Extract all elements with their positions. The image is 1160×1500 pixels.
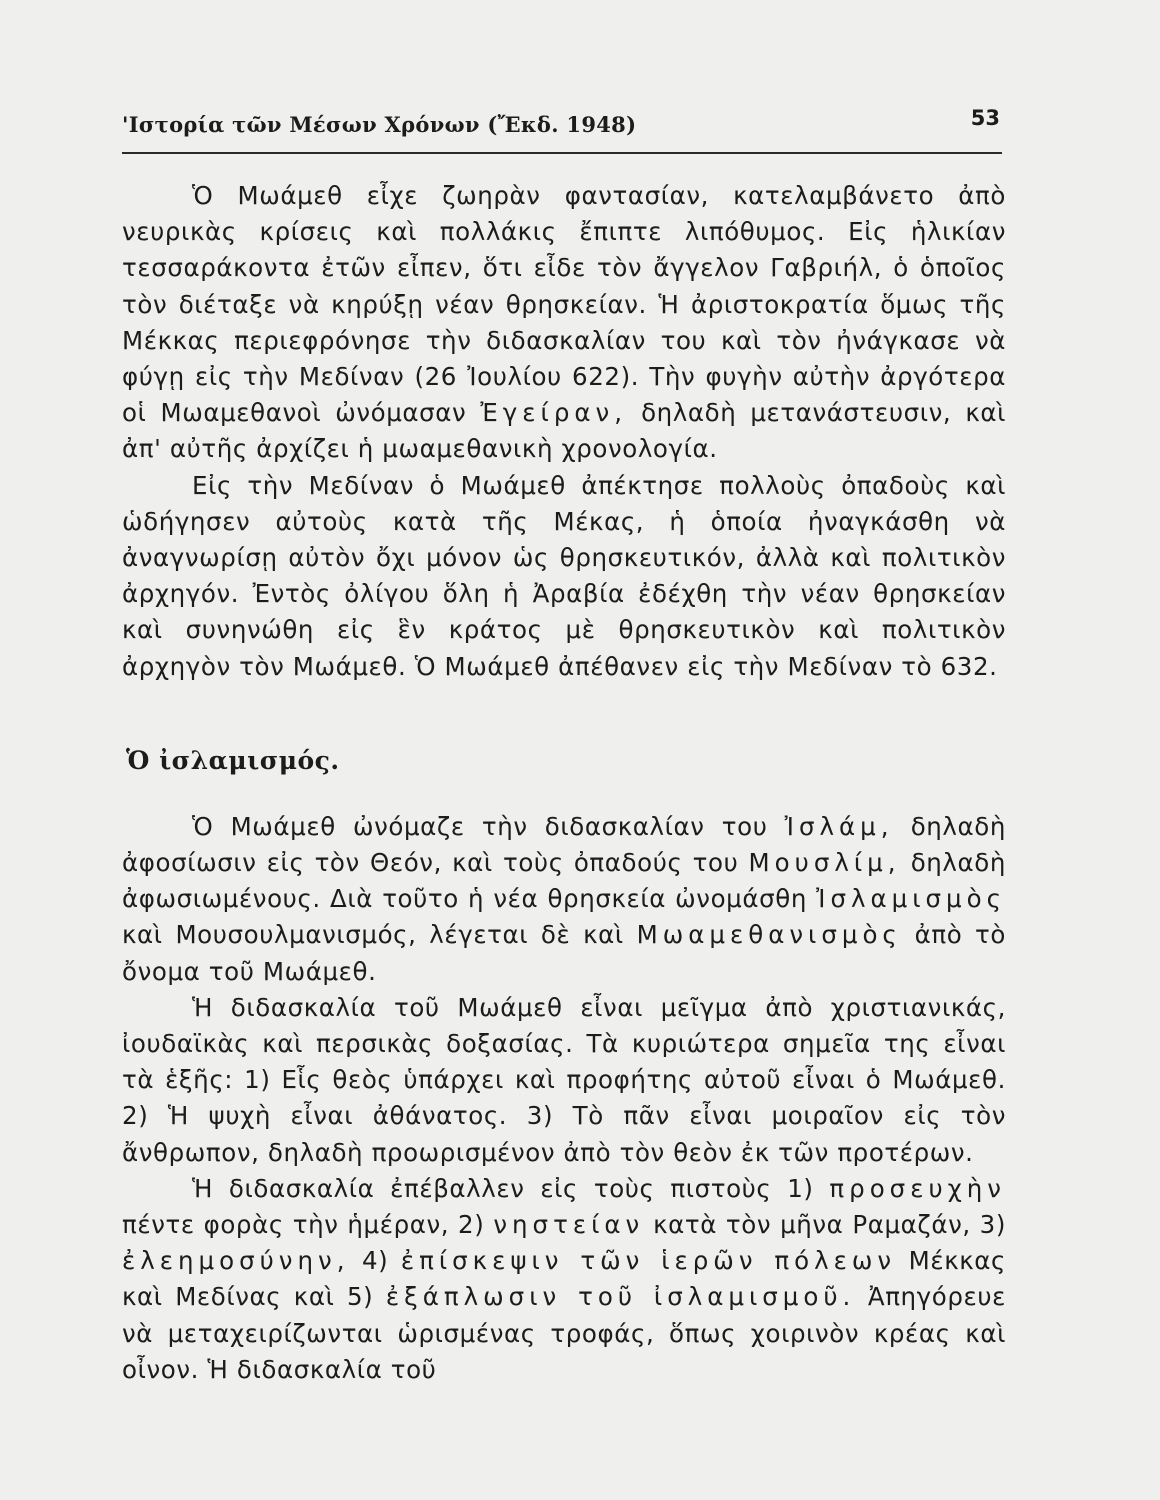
paragraph-text: Ὁ Μωάμεθ ὠνόμαζε τὴν διδασκαλίαν του <box>192 811 768 841</box>
paragraph-text: πέντε φορὰς τὴν ἡμέραν, 2) <box>122 1210 485 1240</box>
spaced-term-muslim: Μουσλίμ, <box>748 848 901 878</box>
page-number: 53 <box>970 106 1000 130</box>
paragraph-text: Ἡ διδασκαλία τοῦ Μωάμεθ εἶναι μεῖγμα ἀπὸ χριστιανικάς, ἰουδαϊκὰς καὶ περσικὰς δοξασίας. Τὰ κυριώτερα σημεῖα της εἶναι τὰ ἑξῆς: 1) Εἷς θεὸς ὑπάρχει καὶ προφήτης αὐτοῦ εἶναι ὁ Μωάμεθ. 2) Ἡ ψυχὴ εἶναι ἀθάνατος. 3) Τὸ πᾶν εἶναι μοιραῖον εἰς τὸν ἄνθρωπον, δηλαδὴ προωρισμένον ἀπὸ τὸν θεὸν ἐκ τῶν προτέρων. <box>122 992 1006 1167</box>
spaced-term-visit: ἐπίσκεψιν τῶν ἱερῶν πόλεων <box>400 1246 897 1276</box>
paragraph-text: δηλαδὴ ἀφωσιωμένους. Διὰ τοῦτο ἡ νέα θρησκεία ὠνομάσθη <box>122 848 1006 914</box>
paragraph-text: δηλαδὴ μετανάστευσιν, καὶ ἀπ' αὐτῆς ἀρχίζει ἡ μωαμεθανικὴ χρονολογία. <box>122 398 1007 464</box>
heading-spacer <box>122 779 1006 809</box>
spaced-term-spread: ἐξάπλωσιν τοῦ ἰσλαμισμοῦ. <box>385 1282 856 1312</box>
paragraph-text: ἀπὸ τὸ ὄνομα τοῦ Μωάμεθ. <box>122 920 1006 986</box>
paragraph-text: Ἡ διδασκαλία ἐπέβαλλεν εἰς τοὺς πιστοὺς 1) <box>192 1173 814 1203</box>
spaced-term-alms: ἐλεημοσύνην, <box>122 1246 350 1276</box>
paragraph-text: δηλαδὴ ἀφοσίωσιν εἰς τὸν Θεόν, καὶ τοὺς ὀπαδούς του <box>122 811 1006 878</box>
spaced-term-hegira: Ἐγείραν, <box>480 398 628 428</box>
paragraph-text: Μέκκας καὶ Μεδίνας καὶ 5) <box>122 1246 1006 1312</box>
paragraph-text: Ὁ Μωάμεθ εἶχε ζωηρὰν φαντασίαν, κατελαμβάνετο ἀπὸ νευρικὰς κρίσεις καὶ πολλάκις ἔπιπτε λιπόθυμος. Εἰς ἡλικίαν τεσσαράκοντα ἐτῶν εἶπεν, ὅτι εἶδε τὸν ἄγγελον Γαβριήλ, ὁ ὁποῖος τὸν διέταξε νὰ κηρύξῃ νέαν θρησκείαν. Ἡ ἀριστοκρατία ὅμως τῆς Μέκκας περιεφρόνησε τὴν διδασκαλίαν του καὶ τὸν ἠνάγκασε νὰ φύγῃ εἰς τὴν Μεδίναν (26 Ἰουλίου 622). Τὴν φυγὴν αὐτὴν ἀργότερα οἱ Μωαμεθανοὶ ὠνόμασαν <box>122 181 1006 428</box>
spaced-term-fasting: νηστείαν <box>493 1210 645 1240</box>
spaced-term-islam: Ἰσλάμ, <box>784 811 894 841</box>
spaced-term-prayer: προσευχὴν <box>829 1173 1006 1203</box>
paragraph-mohammed-vision <box>122 178 1006 468</box>
paragraph-text: καὶ Μουσουλμανισμός, λέγεται δὲ καὶ <box>122 920 624 950</box>
paragraph-text: Ἀπηγόρευε νὰ μεταχειρίζωνται ὡρισμένας τροφάς, ὅπως χοιρινὸν κρέας καὶ οἶνον. Ἡ διδασκαλία τοῦ <box>122 1282 1006 1384</box>
paragraph-duties <box>122 1171 1006 1388</box>
paragraph-doctrine <box>122 990 1006 1171</box>
spaced-term-moamethanismos: Μωαμεθανισμὸς <box>636 920 902 950</box>
running-header <box>122 106 1002 154</box>
body-text <box>122 178 1006 1388</box>
spaced-term-islamismos: Ἰσλαμισμὸς <box>816 884 1007 914</box>
running-title: 'Ιστορία τῶν Μέσων Χρόνων (Ἔκδ. 1948) <box>122 112 637 137</box>
paragraph-medina <box>122 468 1006 685</box>
section-heading: Ὁ ἰσλαμισμός. <box>126 745 340 775</box>
paragraph-text: Εἰς τὴν Μεδίναν ὁ Μωάμεθ ἀπέκτησε πολλοὺς ὀπαδοὺς καὶ ὡδήγησεν αὐτοὺς κατὰ τῆς Μέκας, ἡ ὁποία ἠναγκάσθη νὰ ἀναγνωρίσῃ αὐτὸν ὄχι μόνον ὡς θρησκευτικόν, ἀλλὰ καὶ πολιτικὸν ἀρχηγόν. Ἐντὸς ὀλίγου ὅλη ἡ Ἀραβία ἐδέχθη τὴν νέαν θρησκείαν καὶ συνηνώθη εἰς ἓν κράτος μὲ θρησκευτικὸν καὶ πολιτικὸν ἀρχηγὸν τὸν Μωάμεθ. Ὁ Μωάμεθ ἀπέθανεν εἰς τὴν Μεδίναν τὸ 632. <box>122 470 1006 681</box>
paragraph-islam-name <box>122 809 1006 990</box>
paragraph-text: 4) <box>361 1246 389 1276</box>
paragraph-text: κατὰ τὸν μῆνα Ραμαζάν, 3) <box>653 1210 1006 1240</box>
